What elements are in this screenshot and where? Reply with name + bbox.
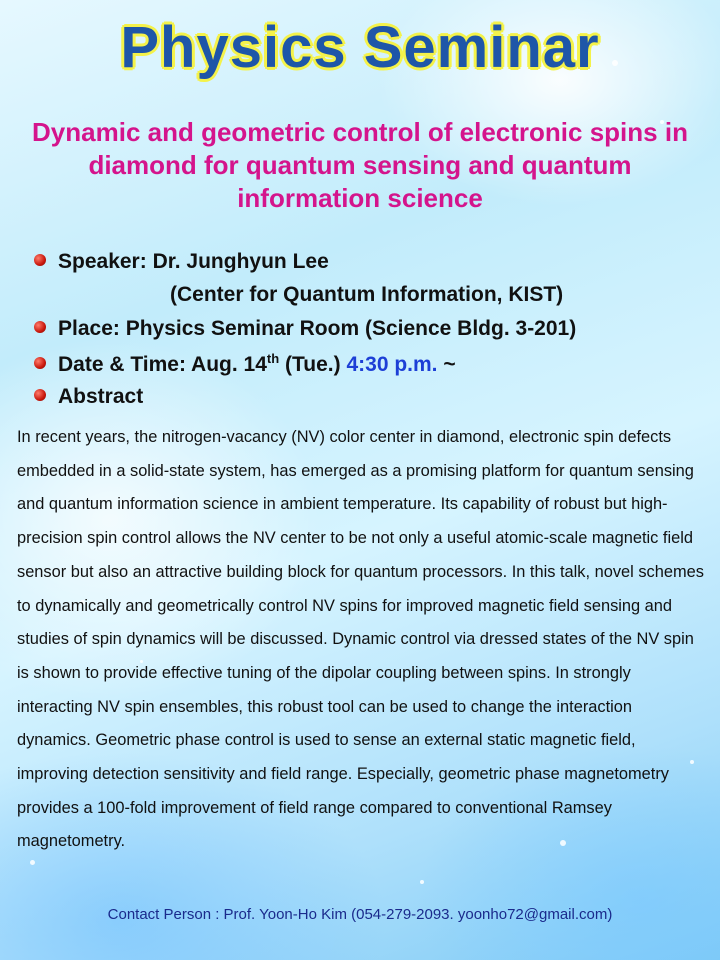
- bullet-icon: [34, 357, 46, 369]
- abstract-label: Abstract: [58, 385, 144, 408]
- speaker-label: Speaker:: [58, 250, 147, 273]
- abstract-text: In recent years, the nitrogen-vacancy (NV) color center in diamond, electronic spin defects embedded in a solid-state system, has emerged as a promising platform for quantum sensing and quantum information science in ambient temperature. Its capability of robust but high-precision spin control allows the NV center to be not only a useful atomic-scale magnetic field sensor but also an attractive building block for quantum processors. In this talk, novel schemes to dynamically and geometrically control NV spins for improved magnetic field sensing and studies of spin dynamics will be discussed. Dynamic control via dressed states of the NV spin is shown to provide effective tuning of the dipolar coupling between spins. In strongly interacting NV spin ensembles, this robust tool can be used to change the interaction dynamics. Geometric phase control is used to sense an external static magnetic field, improving detection sensitivity and field range. Especially, geometric phase magnetometry provides a 100-fold improvement of field range compared to conventional Ramsey magnetometry.: [17, 428, 704, 851]
- abstract-heading-row: [34, 385, 143, 409]
- page-title: Physics Seminar: [120, 15, 600, 80]
- date-suffix: th: [266, 351, 280, 366]
- time-tilde: ~: [443, 353, 456, 376]
- bullet-icon: [34, 321, 46, 333]
- place-row: [34, 317, 576, 341]
- place-label: Place:: [58, 317, 120, 340]
- speaker-row: [34, 250, 329, 274]
- place-value: Physics Seminar Room (Science Bldg. 3-201): [125, 317, 577, 340]
- date-value: Aug. 14: [191, 353, 267, 376]
- contact-info: Contact Person : Prof. Yoon-Ho Kim (054-279-2093. yoonho72@gmail.com): [107, 906, 613, 923]
- speaker-affiliation: (Center for Quantum Information, KIST): [170, 283, 564, 306]
- seminar-subtitle: Dynamic and geometric control of electronic spins in diamond for quantum sensing and quantum information science: [32, 117, 688, 213]
- speaker-name: Dr. Junghyun Lee: [152, 250, 329, 273]
- time-value: 4:30 p.m.: [346, 353, 438, 376]
- day-value: (Tue.): [285, 353, 341, 376]
- bullet-icon: [34, 254, 46, 266]
- datetime-label: Date & Time:: [58, 353, 186, 376]
- datetime-row: [34, 351, 456, 377]
- bullet-icon: [34, 389, 46, 401]
